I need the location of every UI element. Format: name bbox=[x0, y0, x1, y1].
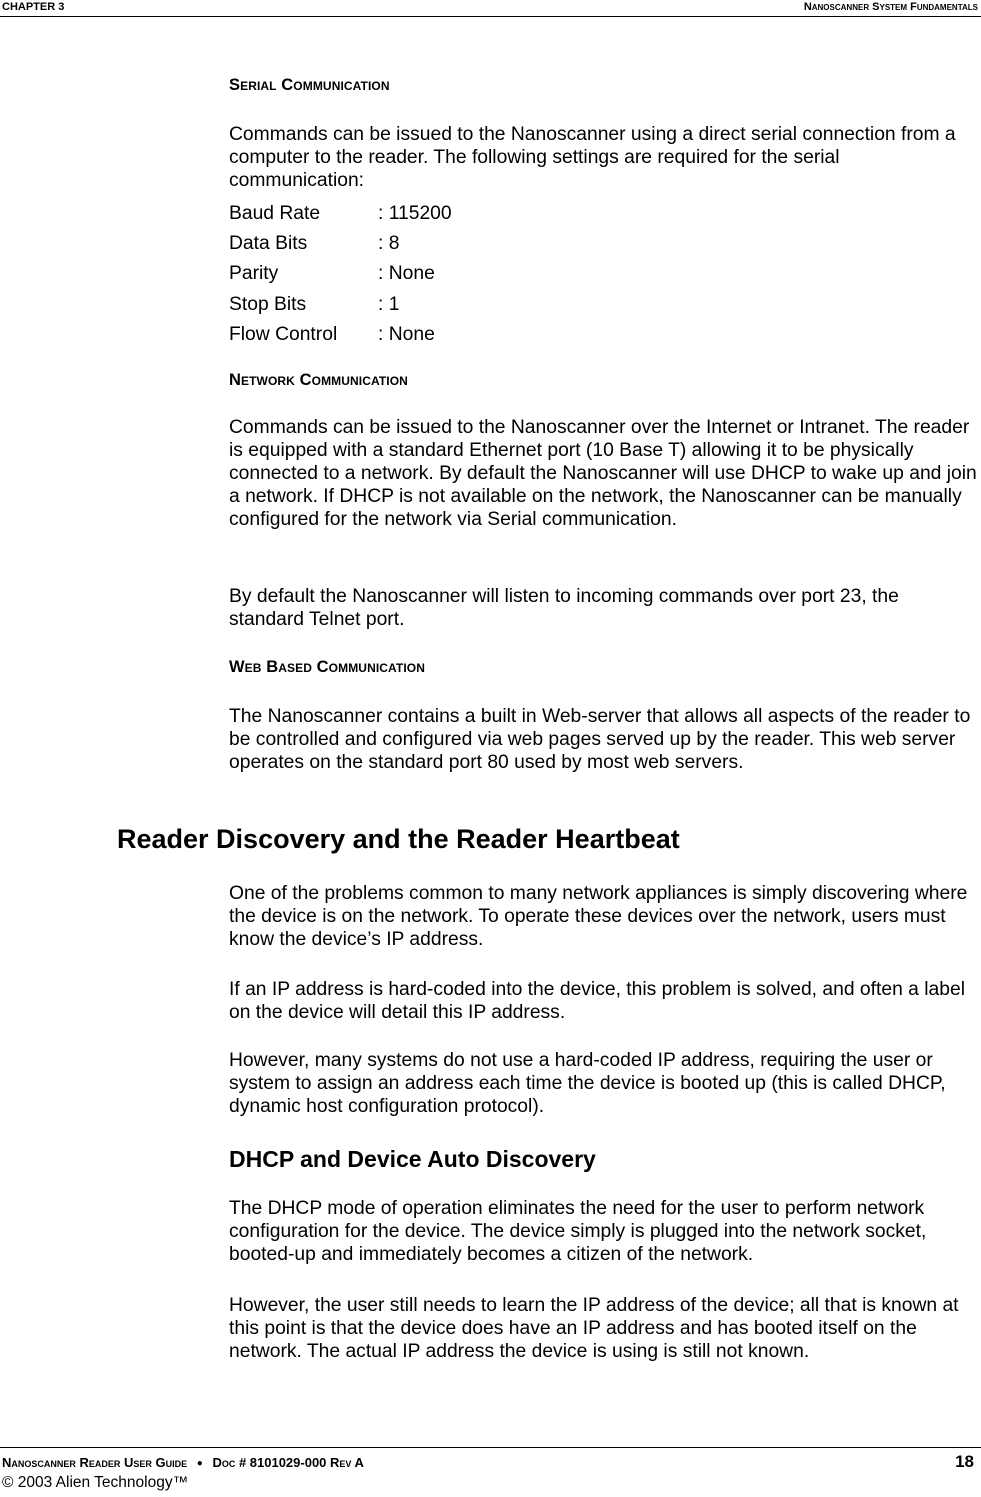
guide-title: Nanoscanner Reader User Guide bbox=[2, 1455, 188, 1470]
dhcp-paragraph-1: The DHCP mode of operation eliminates the need for the user to perform network configuration for the device. The device simply is plugged into the network socket, booted-up and immediately becomes a citizen of the network. bbox=[229, 1198, 927, 1265]
discovery-paragraph-1: One of the problems common to many network appliances is simply discovering where the device is on the network. To operate these devices over the network, users must know the device’s IP address. bbox=[229, 883, 968, 950]
copyright: © 2003 Alien Technology™ bbox=[2, 1474, 189, 1491]
serial-intro: Commands can be issued to the Nanoscanner using a direct serial connection from a computer to the reader. The following settings are required for the serial communication: bbox=[229, 124, 956, 191]
setting-row bbox=[229, 229, 452, 259]
doc-number: Doc # 8101029-000 Rev A bbox=[212, 1455, 364, 1470]
setting-label: Baud Rate bbox=[229, 203, 321, 224]
discovery-paragraph-3: However, many systems do not use a hard-coded IP address, requiring the user or system to assign an address each time the device is booted up (this is called DHCP, dynamic host configuration protocol). bbox=[229, 1050, 946, 1117]
setting-label: Stop Bits bbox=[229, 293, 307, 315]
setting-value: : None bbox=[378, 263, 435, 285]
network-heading: Network Communication bbox=[229, 371, 408, 389]
setting-value: : 1 bbox=[378, 293, 400, 315]
section-title: Reader Discovery and the Reader Heartbeat bbox=[117, 824, 680, 854]
dhcp-paragraph-2: However, the user still needs to learn the IP address of the device; all that is known at this point is that the device does have an IP address and has booted itself on the network. The actual IP address the device is using is still not known. bbox=[229, 1295, 959, 1362]
discovery-paragraph-2: If an IP address is hard-coded into the device, this problem is solved, and often a label on the device will detail this IP address. bbox=[229, 979, 965, 1023]
network-paragraph-2: By default the Nanoscanner will listen to incoming commands over port 23, the standard Telnet port. bbox=[229, 586, 899, 630]
setting-value: : 8 bbox=[378, 233, 400, 255]
bullet-icon: ● bbox=[196, 1458, 203, 1469]
setting-row bbox=[229, 290, 452, 320]
chapter-label: CHAPTER 3 bbox=[2, 1, 65, 13]
chapter-title: Nanoscanner System Fundamentals bbox=[803, 1, 978, 13]
setting-row bbox=[229, 259, 452, 289]
setting-value: : None bbox=[378, 323, 435, 345]
subsection-title: DHCP and Device Auto Discovery bbox=[229, 1146, 596, 1172]
running-header bbox=[0, 0, 981, 17]
footer-doc-info bbox=[2, 1455, 364, 1470]
setting-label: Data Bits bbox=[229, 233, 308, 255]
web-paragraph-1: The Nanoscanner contains a built in Web-server that allows all aspects of the reader to be controlled and configured via web pages served up by the reader. This web server operates on the standard port 80 used by most web servers. bbox=[229, 706, 971, 773]
setting-value: : 115200 bbox=[378, 203, 452, 224]
page-number: 18 bbox=[955, 1452, 974, 1471]
setting-row bbox=[229, 320, 452, 350]
serial-heading: Serial Communication bbox=[229, 76, 390, 94]
footer-rule bbox=[0, 1447, 981, 1448]
web-heading: Web Based Communication bbox=[229, 658, 425, 676]
serial-settings-list bbox=[229, 199, 452, 350]
network-paragraph-1: Commands can be issued to the Nanoscanner over the Internet or Intranet. The reader is equipped with a standard Ethernet port (10 Base T) allowing it to be physically connected to a network. By default the Nanoscanner will use DHCP to wake up and join a network. If DHCP is not available on the network, the Nanoscanner can be manually configured for the network via Serial communication. bbox=[229, 417, 977, 530]
setting-label: Parity bbox=[229, 263, 279, 285]
setting-label: Flow Control bbox=[229, 323, 338, 345]
setting-row bbox=[229, 199, 452, 229]
